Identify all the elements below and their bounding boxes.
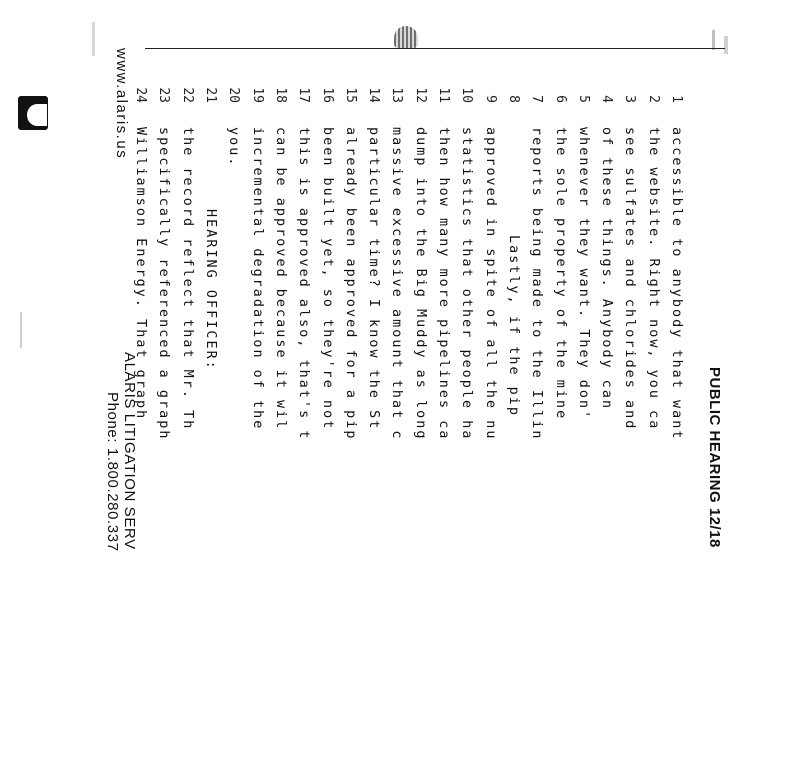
line-number: 20 (226, 87, 242, 103)
line-number: 5 (575, 95, 591, 103)
line-text: already been approved for a pip (342, 127, 358, 441)
line-number: 4 (599, 95, 615, 103)
footer-phone: Phone: 1.800.280.337 (104, 392, 121, 552)
line-number: 23 (156, 87, 172, 103)
line-text: statistics that other people ha (459, 127, 475, 441)
line-text: reports being made to the Illin (529, 127, 545, 441)
line-number: 19 (249, 87, 265, 103)
line-text: Lastly, if the pip (505, 235, 521, 418)
footer-company: ALARIS LITIGATION SERV (121, 352, 138, 550)
line-number: 22 (179, 87, 195, 103)
line-number: 2 (645, 95, 661, 103)
line-number: 8 (505, 95, 521, 103)
line-text: HEARING OFFICER: (203, 209, 219, 371)
line-text: accessible to anybody that want (669, 127, 684, 441)
line-number: 9 (482, 95, 498, 103)
line-number: 18 (272, 87, 288, 103)
line-number: 12 (412, 87, 428, 103)
line-text: specifically referenced a graph (156, 127, 172, 441)
line-text: been built yet, so they're not (319, 127, 335, 431)
line-number: 7 (529, 95, 545, 103)
line-text: of these things. Anybody can (599, 127, 615, 411)
line-text: incremental degradation of the (249, 127, 265, 431)
line-text: the sole property of the mine (552, 127, 568, 421)
line-number: 11 (436, 87, 452, 103)
footer-website: www.alaris.us (113, 48, 130, 160)
line-text: the record reflect that Mr. Th (179, 127, 195, 431)
line-text: particular time? I know the St (366, 127, 382, 431)
line-number: 15 (342, 87, 358, 103)
line-text: approved in spite of all the nu (482, 127, 498, 441)
line-number: 6 (552, 95, 568, 103)
line-text: can be approved because it wil (272, 127, 288, 431)
line-text: dump into the Big Muddy as long (412, 127, 428, 441)
line-text: you. (226, 127, 242, 168)
line-number: 17 (296, 87, 312, 103)
line-text: Williamson Energy. That graph (133, 127, 149, 421)
line-number: 16 (319, 87, 335, 103)
line-text: see sulfates and chlorides and (622, 127, 638, 431)
line-text: whenever they want. They don' (575, 127, 591, 421)
line-number: 14 (366, 87, 382, 103)
line-number: 13 (389, 87, 405, 103)
page-title: PUBLIC HEARING 12/18 (706, 367, 723, 548)
line-number: 21 (203, 87, 219, 103)
line-number: 24 (133, 87, 149, 103)
line-text: this is approved also, that's t (296, 127, 312, 441)
line-number: 1 (669, 95, 684, 103)
line-number: 10 (459, 87, 475, 103)
line-number: 3 (622, 95, 638, 103)
line-text: massive excessive amount that c (389, 127, 405, 441)
line-text: the website. Right now, you ca (645, 127, 661, 431)
line-text: then how many more pipelines ca (436, 127, 452, 441)
